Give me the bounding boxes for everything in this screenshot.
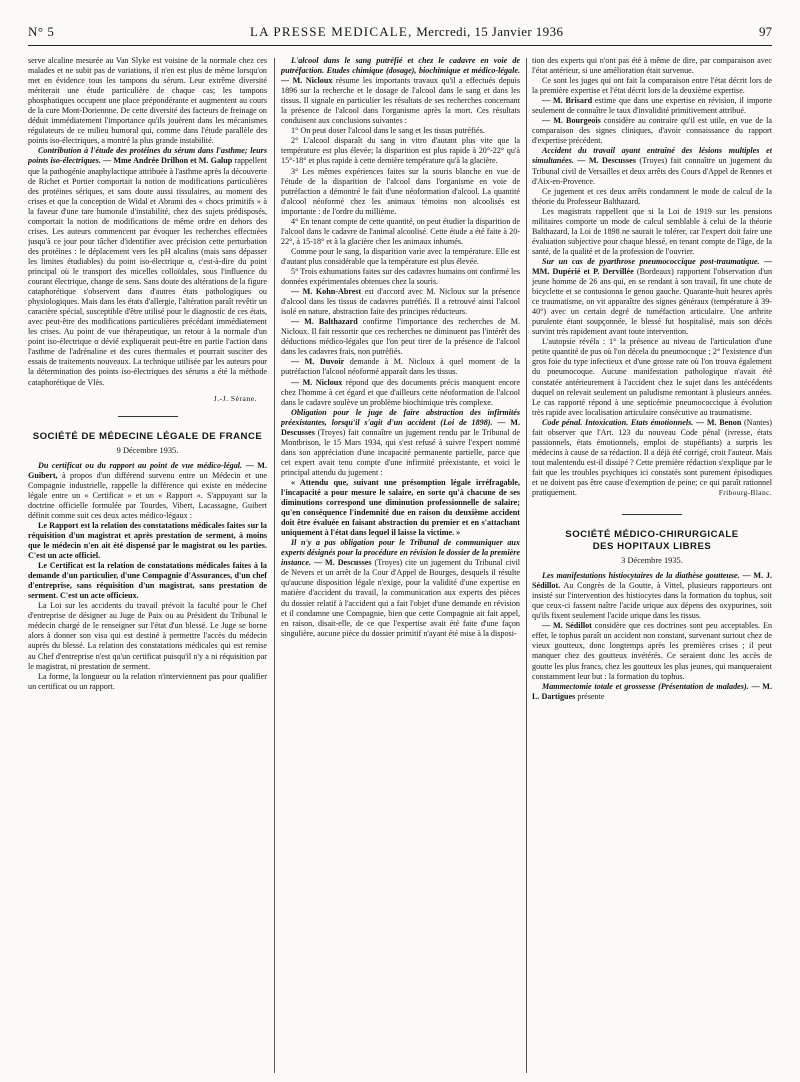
paragraph: Comme pour le sang, la disparition varie avec la température. Elle est d'autant plus considérable que la température est plus élevée. bbox=[281, 246, 520, 266]
article-author: — Mme Andrée Drilhon et M. Galup bbox=[103, 156, 233, 166]
session-date: 3 Décembre 1935. bbox=[621, 556, 683, 566]
article-dartigues bbox=[532, 682, 772, 702]
article-title: Sur un cas de pyarthrose pneumococcique post-traumatique. bbox=[542, 256, 760, 266]
discussant: — M. Kohn-Abrest bbox=[291, 287, 362, 297]
article-descusses-3 bbox=[532, 146, 772, 186]
divider bbox=[118, 416, 178, 417]
society-heading-line: SOCIÉTÉ MÉDICO-CHIRURGICALE bbox=[565, 529, 739, 541]
article-author: — M. L. Dartigues bbox=[532, 681, 772, 701]
discussion bbox=[281, 357, 520, 377]
judgment-quote: « Attendu que, suivant une présomption légale irréfragable, l'incapacité a pour mesure le salaire, en sorte qu'à chacune de ses diminutions correspond une diminution professionnelle de salaire; qu'en conséquence l'indemnité due en raison du deuxième accident doit être évaluée en faisant abstraction du premier et en s'attachant uniquement à l'état dans lequel il laisse la victime. » bbox=[281, 477, 520, 538]
article-text: (Troyes) fait connaître un jugement du Tribunal civil de Versailles et deux arrêts des Cours d'Appel de Rennes et d'Aix-en-Provence. bbox=[532, 156, 772, 186]
column-middle bbox=[281, 56, 520, 1078]
article-title: Obligation pour le juge de faire abstraction des infirmités préexistantes, lorsqu'il s'agit d'un accident (Loi de 1898). bbox=[281, 407, 520, 427]
article-guibert bbox=[28, 461, 267, 521]
paragraph: Ce sont les juges qui ont fait la comparaison entre l'état décrit lors de la première expertise et l'état décrit lors de la deuxième expertise. bbox=[532, 76, 772, 96]
conclusion-item: 2° L'alcool disparaît du sang in vitro d'autant plus vite que la température est plus élevée; la disparition est plus rapide à 20°-22° qu'à 15°-18° et plus rapide à cette dernière température qu'à la glacière. bbox=[281, 136, 520, 166]
paragraph: serve alcaline mesurée au Van Slyke est voisine de la normale chez ces malades et ne subit pas de variations, il n'en est plus de même lorsqu'on met en évidence tous les tampons du sérum. Leur extrême diversité mériterait une étude particulière de chaque cas; les tampons phosphatiques occupent une place prépondérante et augmentent au cours de la cure Mont-Doriennne. De cette diversité des facteurs de freinage on déduit immédiatement l'importance qu'ils jouèrent dans les mécanismes régulateurs de ce milieu humoral qui, comme dans l'étude parallèle des points iso-électriques, a montré la plus grande instabilité. bbox=[28, 56, 267, 146]
article-author: — M. J. Sédillot. bbox=[532, 571, 772, 591]
conclusion-item: 5° Trois exhumations faites sur des cadavres humains ont confirmé les données expérimentales obtenues chez la souris. bbox=[281, 266, 520, 287]
signature: Fribourg-Blanc. bbox=[718, 488, 772, 498]
column-right bbox=[532, 56, 772, 1078]
article-text: (Troyes) fait connaître un jugement rendu par le Tribunal de Montbrison, le 15 Mars 1934, qui s'est refusé à suivre l'expert nommé dans son appréciation d'une incapacité permanente partielle, parce que cet expert avait tenu compte d'une infirmité préexistante, et voici le principal attendu du jugement : bbox=[281, 427, 520, 477]
discussion-text: répond que des documents précis manquent encore chez l'homme à cet égard et que d'ailleurs cette néoformation de l'alcool dans le cadavre soulève un problème biochimique très complexe. bbox=[281, 377, 520, 407]
discussion bbox=[281, 317, 520, 357]
society-heading bbox=[532, 529, 772, 553]
article-title: Les manifestations histiocytaires de la diathèse goutteuse. bbox=[542, 571, 740, 581]
article-title: Code pénal. Intoxication. Etats émotionnels. bbox=[542, 417, 694, 427]
article-benon bbox=[532, 418, 772, 498]
article-title: Accident du travail ayant entraîné des lésions multiples et simultanées. bbox=[532, 146, 772, 166]
article-title: Il n'y a pas obligation pour le Tribunal de communiquer aux experts désignés pour la procédure en révision le dossier de la première instance. bbox=[281, 538, 520, 568]
article-author: — M. Descusses bbox=[577, 156, 636, 166]
paragraph: Ce jugement et ces deux arrêts condamnent le mode de calcul de la théorie du Professeur Balthazard. bbox=[532, 186, 772, 206]
article-descusses-1 bbox=[281, 408, 520, 478]
article-author: — MM. Dupérié et P. Dervillée bbox=[532, 256, 772, 276]
article-author: — M. Guibert, bbox=[28, 460, 267, 480]
discussant: — M. Bourgeois bbox=[542, 116, 601, 126]
conclusion-item: 3° Les mêmes expériences faites sur la souris blanche en vue de l'étude de la disparition de l'alcool dans l'organisme en voie de putréfaction a démontré le fait d'une néoformation d'alcool. La quantité d'alcool néoformé chez les animaux témoins non alcoolisés est importante : de l'ordre du millième. bbox=[281, 166, 520, 216]
discussion-text: estime que dans une expertise en révision, il importe seulement de connaître le taux d'invalidité primitivement attribué. bbox=[532, 96, 772, 116]
article-text: (Bordeaux) rapportent l'observation d'un jeune homme de 26 ans qui, en se rendant à son travail, fit une chute de bicyclette et se contusionna le genou gauche. Quarante-huit heures après ce traumatisme, on vit apparaître des signes généraux (température à 39-40°) avec un certain degré de tuméfaction articulaire. Une arthrite purulente étant soupçonnée, le blessé fut hospitalisé, mais son décès survint très rapidement avant toute intervention. bbox=[532, 266, 772, 337]
discussion bbox=[532, 96, 772, 116]
conclusion-item: 4° En tenant compte de cette quantité, on peut étudier la disparition de l'alcool dans le cadavre de l'animal alcoolisé. Cette étude a été faite à 20-22°, à 15-18° et à la glacière chez les animaux inhumés. bbox=[281, 216, 520, 246]
article-text: résume les importants travaux qu'il a effectués depuis 1896 sur la recherche et le dosage de l'alcool dans le sang et dans les tissus. Il signale en particulier les résultats de ses recherches concernant la présence de l'alcool dans l'organisme après la mort. Ces résultats conduisent aux conclusions suivantes : bbox=[281, 76, 520, 126]
divider bbox=[622, 514, 682, 515]
paragraph: La forme, la longueur ou la relation n'interviennent pas pour qualifier un certificat ou un rapport. bbox=[28, 671, 267, 691]
article-text: Au Congrès de la Goutte, à Vittel, plusieurs rapporteurs ont insisté sur l'intervention des histiocytes dans la formation du tophus, soit que ceux-ci fassent naître l'acide urique aux dépens des oxypurines, soit qu'ils fixent seulement l'acide urique dans les tissus. bbox=[532, 581, 772, 621]
column-rule bbox=[526, 58, 527, 1073]
journal-date-line bbox=[250, 24, 563, 40]
article-text: (Nantes) fait observer que l'Art. 123 du nouveau Code pénal (ivresse, états passionnels, états émotionnels, emploi de stupéfiants) a surpris les médecins à cause de sa rédaction. Il a déjà été corrigé, croit l'auteur. Mais tout malentendu est-il dissipé ? Cette première rédaction s'explique par le fait que les troubles psychiques ici constatés sont purement épisodiques et ne doivent pas être cause d'exemption de peine; ce qui paraît rationnel pratiquement. bbox=[532, 417, 772, 498]
article-title: Mammectomie totale et grossesse (Présentation de malades). bbox=[542, 681, 749, 691]
article-text: à propos d'un différend survenu entre un Médecin et une Compagnie industrielle, rappelle la différence qui existe en médecine légale entre un « Certificat » et un « Rapport ». S'appuyant sur la doctrine officielle formulée par Tourdes, Vibert, Lacassagne, Guibert définit comme suit ces deux actes médico-légaux : bbox=[28, 470, 267, 520]
article-sedillot bbox=[532, 571, 772, 621]
column-rule bbox=[274, 58, 275, 1073]
discussant: — M. Balthazard bbox=[291, 317, 358, 327]
article-author: — M. Descusses bbox=[313, 558, 372, 568]
article-drilhon bbox=[28, 146, 267, 387]
discussion-text: est d'accord avec M. Nicloux sur la présence d'alcool dans les tissus de cadavres putréfiés. Il a retrouvé ainsi l'alcool isolé en nature, abstraction faite des principes réducteurs. bbox=[281, 287, 520, 317]
column-left bbox=[28, 56, 267, 1078]
discussion bbox=[281, 378, 520, 408]
article-title: Contribution à l'étude des protéines du sérum dans l'asthme; leurs points iso-électriques. bbox=[28, 146, 267, 166]
discussant: — M. Brisard bbox=[542, 96, 593, 106]
article-title: Du certificat ou du rapport au point de vue médico-légal. bbox=[38, 460, 243, 470]
definition-certificat: Le Certificat est la relation de constatations médicales faites à la demande d'un particulier, d'une Compagnie d'Assurances, d'un chef d'entreprise, sans réquisition d'un magistrat, sans prestation de serment. C'est un acte officieux. bbox=[28, 561, 267, 601]
discussion-text: demande à M. Nicloux à quel moment de la putréfaction l'alcool néoformé apparaît dans les tissus. bbox=[281, 357, 520, 377]
paragraph: Les magistrats rappellent que si la Loi de 1919 sur les pensions militaires comporte un mode de calcul semblable à celui de la théorie Balthazard, la Loi de 1898 ne saurait le tolérer, car l'expert doit faire une évaluation subjective pour chaque blessé, en tenant compte de l'âge, de la santé, de la qualité et de la profession de l'ouvrier. bbox=[532, 206, 772, 256]
discussion-text: considère que ces doctrines sont peu acceptables. En effet, le tophus paraît un accident non constant, survenant surtout chez de vieux goutteux, donc longtemps après les premières crises ; il peut manquer chez des goutteux invétérés. Ce seraient donc les accès de goutte les plus francs, chez les goutteux les plus jeunes, qui manqueraient constamment leur but : la formation du tophus. bbox=[532, 621, 772, 681]
article-author: — M. Nicloux bbox=[281, 76, 333, 86]
paragraph: tion des experts qui n'ont pas été à même de dire, par comparaison avec l'état antérieur, si une amélioration était survenue. bbox=[532, 56, 772, 76]
article-text: rappellent que la pathogénie anaphylactique attribuée à l'asthme après la découverte de Richet et Portier comportait la notion de modifications particulières des protéines sériques, et sans doute aussi tissulaires, au moment des crises et que la conception de Widal et Abrami des « chocs primitifs » à la faveur d'une tare humorale d'instabilité, chez des sujets prédisposés, comportait la notion de modifications de même ordre en dehors des crises. Les auteurs commencent par évoquer les recherches effectuées jusqu'à ce jour pour tâcher d'identifier avec précision cette perturbation des protéines : le déplacement vers les pH alcalins (mais sans dépasser les limites étudiables) du point iso-électrique α, c'est-à-dire du point principal où le transport des micelles colloïdales, sous l'influence du courant électrique, change de sens. Sans doute des altérations de la figure cataphorétique s'observent dans d'autres états pathologiques ou physiologiques. Mais dans les états d'allergie, l'altération paraît revêtir un caractère spécial, susceptible d'être utilisé pour le diagnostic de ces états, avec peut-être des modifications particulières précédant immédiatement les crises. Au point de vue thérapeutique, un retour à la normale d'un point iso-électrique α dévié expliquerait peut-être en partie l'action dans l'asthme de l'adrénaline et des cures thermales et pourrait susciter des essais de traitements nouveaux. La technique utilisée par les auteurs pour la détermination des points iso-électriques des sérums a été la méthode cataphorétique de Vlès. bbox=[28, 156, 267, 387]
paragraph: L'autopsie révéla : 1° la présence au niveau de l'articulation d'une petite quantité de pus où l'on décela du pneumocoque ; 2° l'existence d'un gros foie du type infectieux et d'une grosse rate où l'on trouva également du pneumocoque. Aucune manifestation pathologique n'avait été constatée antérieurement à l'accident chez le sujet dans les antécédents duquel on relevait seulement un paludisme remontant à plusieurs années. Le cas rapporté répond à une septicémie pneumococcique à évolution très rapide avec localisation articulaire consécutive au traumatisme. bbox=[532, 337, 772, 417]
article-text: présente bbox=[577, 691, 605, 701]
article-descusses-2 bbox=[281, 538, 520, 638]
discussion bbox=[532, 621, 772, 681]
society-heading-line: DES HOPITAUX LIBRES bbox=[592, 541, 712, 553]
article-text: (Troyes) cite un jugement du Tribunal civil de Nevers et un arrêt de la Cour d'Appel de Bourges, desquels il résulte qu'aucune disposition légale n'exige, pour la validité d'une expertise en matière d'accident du travail, la communication aux experts des pièces du dossier relatif à l'accident qui a fait l'objet d'une demande en révision et il condamne une Compagnie, bien que cette Compagnie ait fait appel, en raison, disait-elle, de ce que l'expertise avait été faite d'une façon singulière, aucune pièce du dossier primitif n'ayant été mise à la disposi- bbox=[281, 558, 520, 638]
paragraph: La Loi sur les accidents du travail prévoit la faculté pour le Chef d'entreprise de désigner au Juge de Paix ou au Président du Tribunal le médecin chargé de le renseigner sur l'état d'un blessé. Le Juge se borne alors à donner son visa qui est destiné à permettre l'accès du médecin auprès du blessé. La relation des constatations médicales qui est remise au Chef d'entreprise n'est qu'un certificat puisqu'il n'y a ni réquisition par le magistrat, ni prestation de serment. bbox=[28, 601, 267, 671]
discussant: — M. Nicloux bbox=[291, 377, 343, 387]
discussion bbox=[532, 116, 772, 146]
article-duperie bbox=[532, 257, 772, 337]
article-nicloux bbox=[281, 56, 520, 126]
definition-rapport: Le Rapport est la relation des constatations médicales faites sur la réquisition d'un magistrat et après prestation de serment, à moins que le médecin n'en ait été dispensé par le magistrat ou les parties. C'est un acte officiel. bbox=[28, 520, 267, 561]
discussion-text: confirme l'importance des recherches de M. Nicloux. Il fait ressortir que ces recherches ne diminuent pas l'intérêt des déductions médico-légales que l'on peut tirer de la présence de l'alcool dans les cadavres frais, non putréfiés. bbox=[281, 317, 520, 357]
discussion-text: considère au contraire qu'il est utile, en vue de la comparaison des signes cliniques, d'avoir connaissance du rapport d'expertise précédent. bbox=[532, 116, 772, 146]
discussion bbox=[281, 287, 520, 317]
page-header bbox=[28, 12, 772, 46]
article-title: L'alcool dans le sang putréfié et chez le cadavre en voie de putréfaction. Etudes chimique (dosage), biochimique et médico-légale. bbox=[281, 56, 520, 76]
session-date: 9 Décembre 1935. bbox=[116, 445, 179, 455]
article-author: — M. Descusses bbox=[281, 417, 520, 437]
discussant: — M. Duvoir bbox=[291, 357, 345, 367]
conclusion-item: 1° On peut doser l'alcool dans le sang et les tissus putréfiés. bbox=[291, 126, 485, 136]
society-heading: SOCIÉTÉ DE MÉDECINE LÉGALE DE FRANCE bbox=[32, 430, 263, 442]
issue-date: Mercredi, 15 Janvier 1936 bbox=[416, 24, 564, 39]
page-number: 97 bbox=[758, 24, 772, 39]
signature: J.-J. Sérane. bbox=[213, 393, 257, 403]
article-author: — M. Benon bbox=[696, 417, 742, 427]
issue-number: N° 5 bbox=[28, 24, 55, 39]
discussant: — M. Sédillot bbox=[542, 621, 592, 631]
journal-title: LA PRESSE MEDICALE, bbox=[249, 24, 413, 39]
